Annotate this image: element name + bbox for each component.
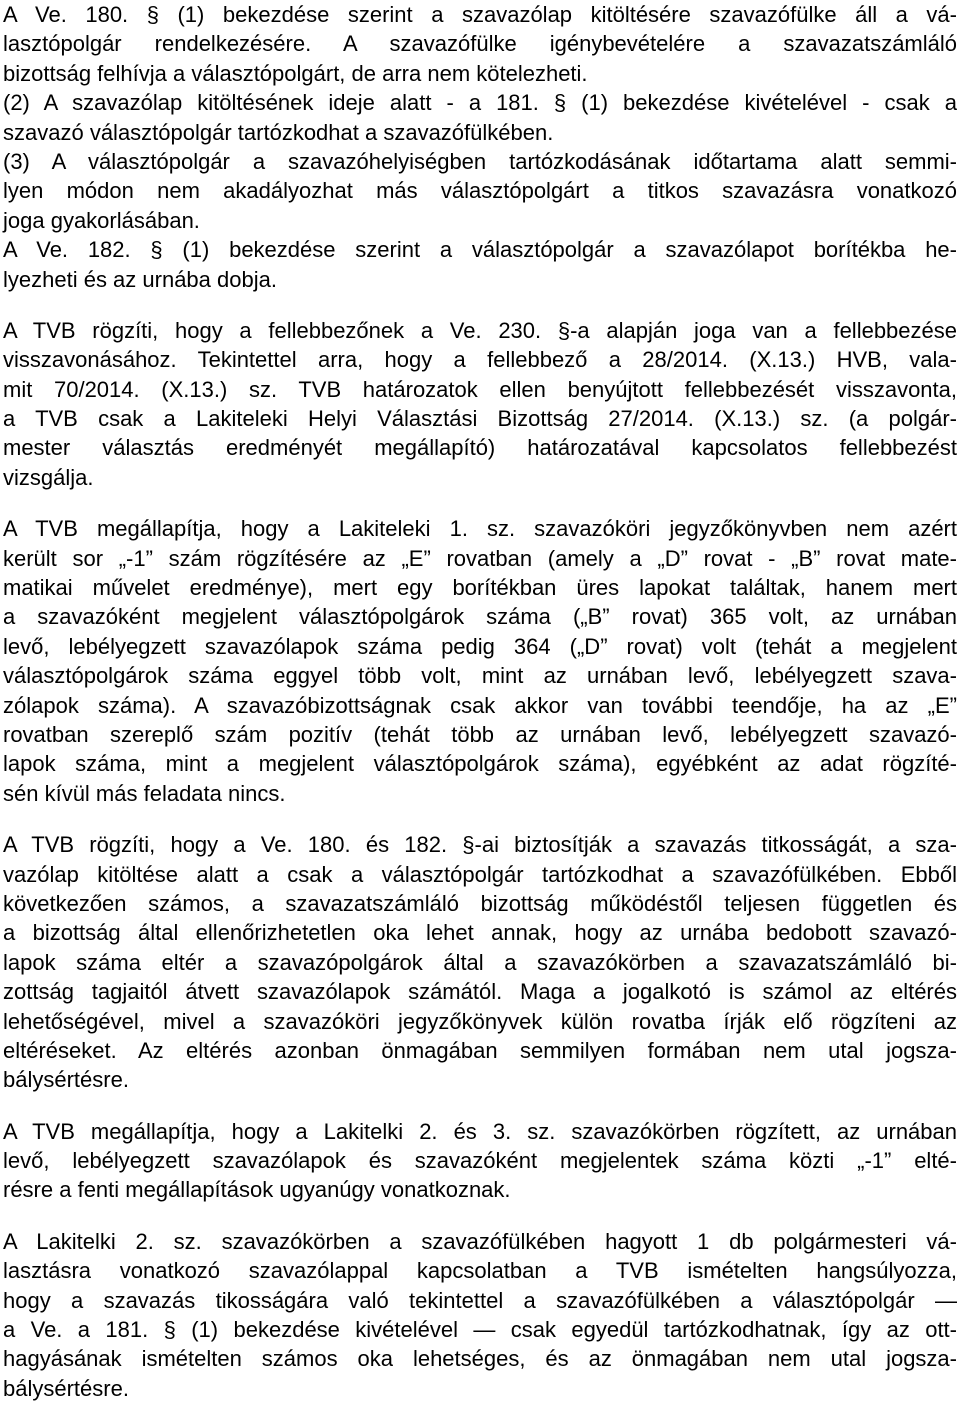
text-line: levő, lebélyegzett szavazólapok száma pedig 364 („D” rovat) volt (tehát a megjelent (3, 633, 957, 659)
paragraph-ve-180-182-quote (3, 0, 957, 294)
paragraph-withdrawal (3, 316, 957, 492)
text-line: vazólap kitöltése alatt a csak a választópolgár tartózkodhat a szavazófülkében. Ebből (3, 861, 957, 887)
text-line: lasztópolgár rendelkezésére. A szavazófülke igénybevételére a szavazatszámláló (3, 31, 957, 57)
text-line: joga gyakorlásában. (3, 207, 200, 233)
text-line: lasztásra vonatkozó szavazólappal kapcsolatban a TVB ismételten hangsúlyozza, (3, 1258, 957, 1284)
text-line: A Ve. 180. § (1) bekezdése szerint a szavazólap kitöltésére szavazófülke áll a vá- (3, 2, 957, 27)
text-line: A Ve. 182. § (1) bekezdése szerint a választópolgár a szavazólapot borítékba he- (3, 237, 957, 263)
text-line: hagyásának ismételten számos oka lehetséges, és az önmagában nem utal jogsza- (3, 1346, 957, 1372)
text-line: a bizottság által ellenőrizhetetlen oka lehet annak, hogy az urnába bedobott szavazó- (3, 920, 957, 946)
text-line: választópolgárok száma eggyel több volt, mint az urnában levő, lebélyegzett szava- (3, 663, 957, 689)
text-line: lapok száma eltér a szavazópolgárok által a szavazókörben a szavazatszámláló bi- (3, 949, 957, 975)
text-line: lyezheti és az urnába dobja. (3, 266, 277, 292)
text-line: következően számos, a szavazatszámláló bizottság működéstől teljesen független és (3, 890, 957, 916)
text-line: szavazó választópolgár tartózkodhat a szavazófülkében. (3, 119, 554, 145)
text-line: lapok száma, mint a megjelent választópolgárok száma), egyébként az adat rögzíté- (3, 751, 957, 777)
paragraph-gap (3, 1095, 957, 1117)
text-line: rovatban szereplő szám pozitív (tehát több az urnában levő, lebélyegzett szavazó- (3, 721, 957, 747)
text-line: visszavonásához. Tekintettel arra, hogy a fellebbező a 28/2014. (X.13.) HVB, vala- (3, 347, 957, 373)
text-line: vizsgálja. (3, 464, 94, 490)
text-line: bálysértésre. (3, 1375, 129, 1401)
text-line: bálysértésre. (3, 1067, 129, 1093)
text-line: mester választás eredményét megállapító) határozatával kapcsolatos fellebbezést (3, 435, 957, 461)
text-line: eltéréseket. Az eltérés azonban önmagában semmilyen formában nem utal jogsza- (3, 1037, 957, 1063)
paragraph-secrecy (3, 830, 957, 1095)
document-page (3, 0, 957, 1403)
text-line: résre a fenti megállapítások ugyanúgy vonatkoznak. (3, 1177, 511, 1203)
text-line: a szavazóként megjelent választópolgárok száma („B” rovat) 365 volt, az urnában (3, 604, 957, 630)
paragraph-gap (3, 1205, 957, 1227)
text-line: lyen módon nem akadályozhat más választópolgárt a titkos szavazásra vonatkozó (3, 178, 957, 204)
text-line: a Ve. a 181. § (1) bekezdése kivételével — csak egyedül tartózkodhatnak, így az ott- (3, 1317, 957, 1343)
text-line: levő, lebélyegzett szavazólapok és szavazóként megjelentek száma közti „-1” elté- (3, 1148, 957, 1174)
text-line: mit 70/2014. (X.13.) sz. TVB határozatok ellen benyújtott fellebbezését visszavonta, (3, 376, 957, 402)
text-line: lehetőségével, mivel a szavazóköri jegyzőkönyvek külön rovatba írják elő rögzíteni az (3, 1008, 957, 1034)
text-line: (3) A választópolgár a szavazóhelyiségben tartózkodásának időtartama alatt semmi- (3, 148, 957, 174)
text-line: (2) A szavazólap kitöltésének ideje alatt - a 181. § (1) bekezdése kivételével - csak a (3, 90, 957, 116)
text-line: A TVB rögzíti, hogy a fellebbezőnek a Ve. 230. §-a alapján joga van a fellebbezése (3, 317, 957, 343)
text-line: sén kívül más feladata nincs. (3, 780, 286, 806)
paragraph-gap (3, 492, 957, 514)
text-line: zottság tagjaitól átvett szavazólapok számától. Maga a jogalkotó is számol az eltérés (3, 979, 957, 1005)
text-line: került sor „-1” szám rögzítésére az „E” rovatban (amely a „D” rovat - „B” rovat mate- (3, 545, 957, 571)
paragraph-district-2-3 (3, 1117, 957, 1205)
text-line: A Lakitelki 2. sz. szavazókörben a szavazófülkében hagyott 1 db polgármesteri vá- (3, 1228, 957, 1254)
text-line: A TVB megállapítja, hogy a Lakiteleki 1. sz. szavazóköri jegyzőkönyvben nem azért (3, 516, 957, 542)
text-line: A TVB megállapítja, hogy a Lakitelki 2. és 3. sz. szavazókörben rögzített, az urnában (3, 1118, 957, 1144)
paragraph-gap (3, 294, 957, 316)
paragraph-left-ballot (3, 1227, 957, 1403)
text-line: matikai művelet eredménye), mert egy borítékban üres lapokat találtak, hanem mert (3, 575, 957, 601)
paragraph-district-1-finding (3, 514, 957, 808)
text-line: a TVB csak a Lakiteleki Helyi Választási Bizottság 27/2014. (X.13.) sz. (a polgár- (3, 406, 957, 432)
text-line: A TVB rögzíti, hogy a Ve. 180. és 182. §-ai biztosítják a szavazás titkosságát, a sza- (3, 832, 957, 858)
text-line: zólapok száma). A szavazóbizottságnak csak akkor van további teendője, ha az „E” (3, 692, 957, 718)
paragraph-gap (3, 808, 957, 830)
text-line: hogy a szavazás tikosságára való tekintettel a szavazófülkében a választópolgár — (3, 1287, 957, 1313)
text-line: bizottság felhívja a választópolgárt, de arra nem kötelezheti. (3, 60, 588, 86)
